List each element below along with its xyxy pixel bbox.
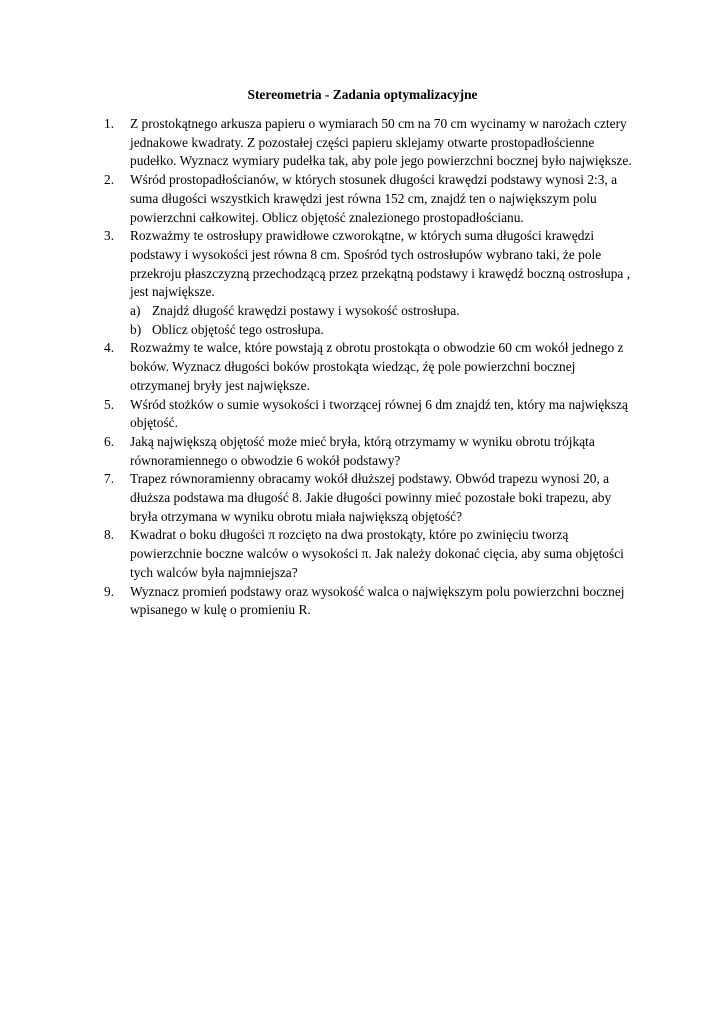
task-number: 1. <box>104 116 115 131</box>
task-item <box>104 227 634 339</box>
subtask-text: Oblicz objętość tego ostrosłupa. <box>152 321 324 337</box>
task-number: 4. <box>104 340 115 356</box>
task-number: 9. <box>104 583 115 599</box>
task-item <box>104 171 634 227</box>
task-text: Wśród prostopadłościanów, w których stosunek długości krawędzi podstawy wynosi 2:3, a suma długości wszystkich krawędzi jest równa 152 cm, znajdź ten o największym polu powierzchni całkowitej. Oblicz objętość znalezionego prostopadłościanu. <box>130 172 618 225</box>
task-item <box>104 115 634 171</box>
task-text: Rozważmy te ostrosłupy prawidłowe czworokątne, w których suma długości krawędzi podstawy i wysokości jest równa 8 cm. Spośród tych ostrosłupów wybrano taki, że pole przekroju płaszczyzną przechodzącą przez przekątną podstawy i krawędź boczną ostrosłupa , jest największe. <box>130 228 631 300</box>
task-text: Jaką największą objętość może mieć bryła, którą otrzymamy w wyniku obrotu trójkąta równoramiennego o obwodzie 6 wokół podstawy? <box>130 433 595 468</box>
task-text: Rozważmy te walce, które powstają z obrotu prostokąta o obwodzie 60 cm wokół jednego z boków. Wyznacz długości boków prostokąta wiedząc, źę pole powierzchni bocznej otrzymanej bryły jest największe. <box>130 340 624 393</box>
task-item <box>104 583 634 620</box>
subtask-letter: b) <box>130 321 142 337</box>
task-text: Z prostokątnego arkusza papieru o wymiarach 50 cm na 70 cm wycinamy w narożach cztery jednakowe kwadraty. Z pozostałej części papieru sklejamy otwarte prostopadłościenne pudełko. Wyznacz wymiary pudełka tak, aby pole jego powierzchni bocznej było największe. <box>130 116 632 169</box>
task-number: 8. <box>104 527 115 543</box>
task-item <box>104 526 634 582</box>
task-text: Trapez równoramienny obracamy wokół dłuższej podstawy. Obwód trapezu wynosi 20, a dłuższa podstawa ma długość 8. Jakie długości powinny mieć pozostałe boki trapezu, aby bryła otrzymana w wyniku obrotu miała największą objętość? <box>130 471 612 524</box>
task-item <box>104 470 634 526</box>
subtask-item <box>130 302 634 321</box>
task-number: 2. <box>104 172 115 188</box>
task-number: 7. <box>104 471 115 487</box>
subtask-letter: a) <box>130 303 141 319</box>
task-text: Wyznacz promień podstawy oraz wysokość walca o największym polu powierzchni bocznej wpisanego w kulę o promieniu R. <box>130 583 625 618</box>
task-list <box>104 115 634 620</box>
task-item <box>104 433 634 470</box>
subtask-list <box>130 302 634 339</box>
task-number: 3. <box>104 228 115 244</box>
task-text: Kwadrat o boku długości π rozcięto na dwa prostokąty, które po zwinięciu tworzą powierzchnie boczne walców o wysokości π. Jak należy dokonać cięcia, aby suma objętości tych walców była najmniejsza? <box>130 527 624 580</box>
subtask-text: Znajdź długość krawędzi postawy i wysokość ostrosłupa. <box>152 303 460 319</box>
task-number: 5. <box>104 396 115 412</box>
task-number: 6. <box>104 433 115 449</box>
subtask-item <box>130 321 634 340</box>
task-item <box>104 396 634 433</box>
task-text: Wśród stożków o sumie wysokości i tworzącej równej 6 dm znajdź ten, który ma największą objętość. <box>130 396 628 431</box>
document-title: Stereometria - Zadania optymalizacyjne <box>247 87 478 102</box>
task-item <box>104 339 634 395</box>
